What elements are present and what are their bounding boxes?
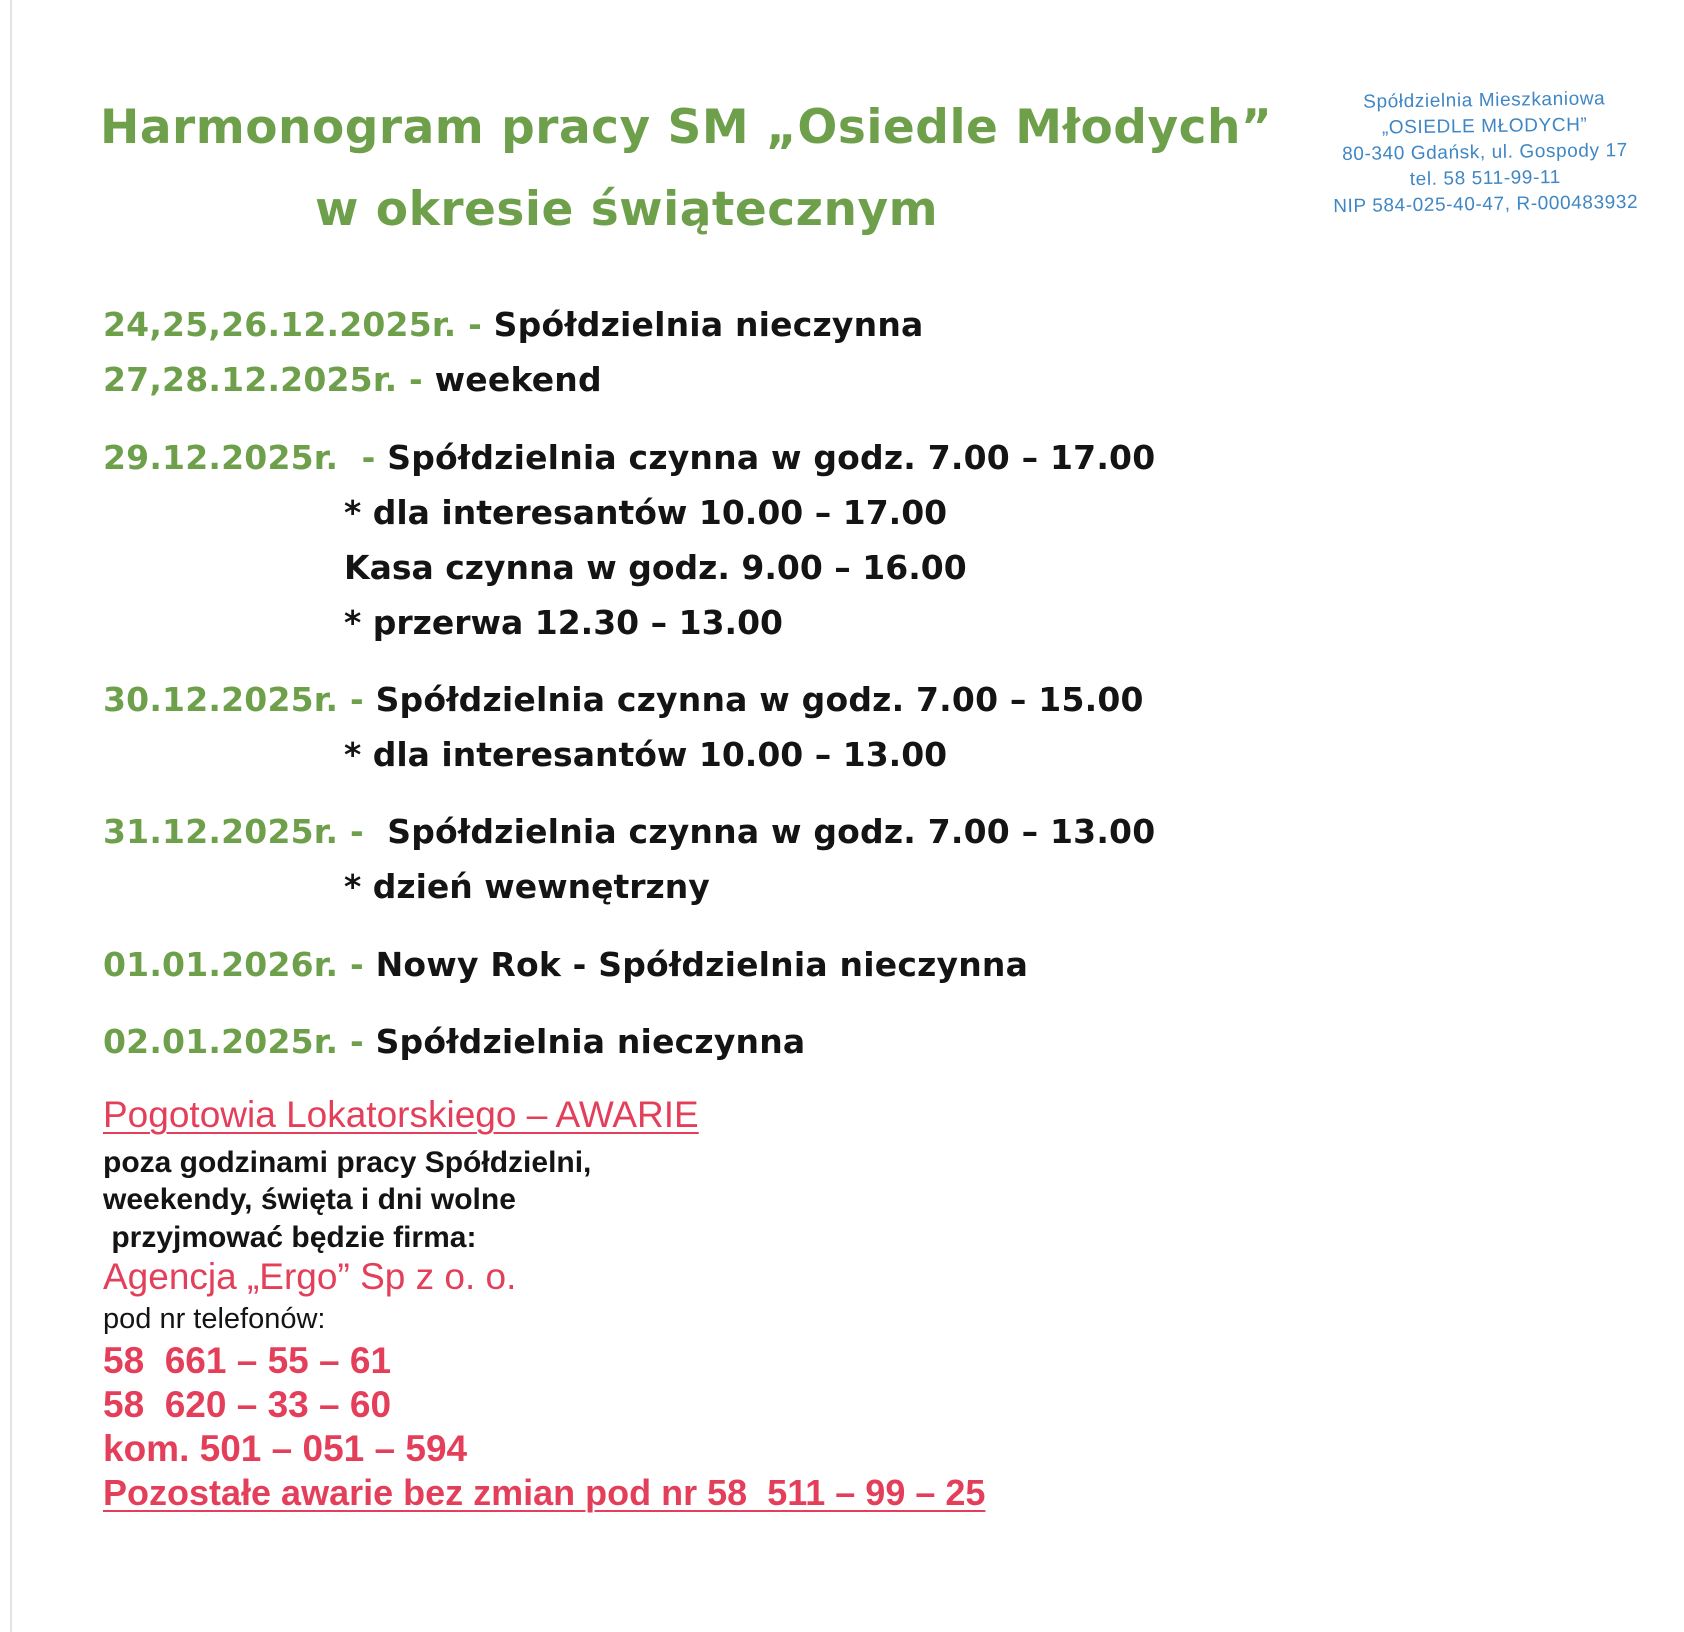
schedule-separator: - — [338, 1022, 376, 1061]
schedule-row — [103, 1022, 805, 1061]
schedule-note: * dla interesantów 10.00 – 13.00 — [344, 735, 948, 774]
schedule-separator: - — [338, 945, 376, 984]
emergency-phone: 58 661 – 55 – 61 — [103, 1340, 392, 1381]
emergency-phone: 58 620 – 33 – 60 — [103, 1384, 392, 1425]
emergency-company: Agencja „Ergo” Sp z o. o. — [103, 1256, 517, 1297]
schedule-text: Spółdzielnia czynna w godz. 7.00 – 13.00 — [387, 812, 1156, 851]
schedule-note: * przerwa 12.30 – 13.00 — [344, 603, 783, 642]
schedule-separator: - — [338, 812, 388, 851]
schedule-text: weekend — [434, 360, 602, 399]
schedule-separator: - — [397, 360, 435, 399]
schedule-date: 30.12.2025r. — [103, 680, 339, 719]
emergency-body-line: poza godzinami pracy Spółdzielni, — [103, 1146, 592, 1179]
schedule-date: 01.01.2026r. — [103, 945, 339, 984]
schedule-row — [103, 360, 602, 399]
document-title-line2: w okresie świątecznym — [315, 182, 939, 237]
cooperative-stamp — [1289, 85, 1681, 220]
emergency-body-line: przyjmować będzie firma: — [103, 1221, 477, 1254]
schedule-row — [103, 305, 924, 344]
emergency-footer: Pozostałe awarie bez zmian pod nr 58 511 – 99 – 25 — [103, 1472, 986, 1513]
emergency-phone: kom. 501 – 051 – 594 — [103, 1428, 468, 1469]
schedule-text: Spółdzielnia czynna w godz. 7.00 – 17.00 — [387, 438, 1156, 477]
schedule-note: * dla interesantów 10.00 – 17.00 — [344, 493, 948, 532]
schedule-row — [103, 812, 1155, 851]
schedule-note: Kasa czynna w godz. 9.00 – 16.00 — [344, 548, 967, 587]
document-title-line1: Harmonogram pracy SM „Osiedle Młodych” — [100, 100, 1273, 155]
schedule-row — [103, 680, 1144, 719]
schedule-row — [103, 945, 1028, 984]
schedule-note: * dzień wewnętrzny — [344, 867, 710, 906]
emergency-body-line: weekendy, święta i dni wolne — [103, 1183, 516, 1216]
schedule-text: Nowy Rok - Spółdzielnia nieczynna — [375, 945, 1029, 984]
schedule-date: 24,25,26.12.2025r. — [103, 305, 457, 344]
schedule-row — [103, 438, 1155, 477]
stamp-line-nip: NIP 584-025-40-47, R-000483932 — [1333, 191, 1639, 218]
stamp-line-name: Spółdzielnia Mieszkaniowa — [1363, 88, 1606, 113]
page-edge-divider — [10, 0, 12, 1632]
schedule-text: Spółdzielnia nieczynna — [493, 305, 924, 344]
schedule-separator: - — [338, 438, 388, 477]
stamp-line-estate: „OSIEDLE MŁODYCH” — [1381, 114, 1588, 139]
schedule-date: 31.12.2025r. — [103, 812, 339, 851]
stamp-line-phone: tel. 58 511-99-11 — [1409, 166, 1562, 191]
schedule-text: Spółdzielnia nieczynna — [375, 1022, 806, 1061]
schedule-text: Spółdzielnia czynna w godz. 7.00 – 15.00 — [375, 680, 1144, 719]
schedule-date: 27,28.12.2025r. — [103, 360, 398, 399]
emergency-phones-label: pod nr telefonów: — [103, 1303, 326, 1335]
stamp-line-address: 80-340 Gdańsk, ul. Gospody 17 — [1342, 140, 1628, 165]
schedule-date: 29.12.2025r. — [103, 438, 339, 477]
schedule-date: 02.01.2025r. — [103, 1022, 339, 1061]
schedule-separator: - — [338, 680, 376, 719]
schedule-separator: - — [456, 305, 494, 344]
emergency-heading: Pogotowia Lokatorskiego – AWARIE — [103, 1094, 699, 1135]
